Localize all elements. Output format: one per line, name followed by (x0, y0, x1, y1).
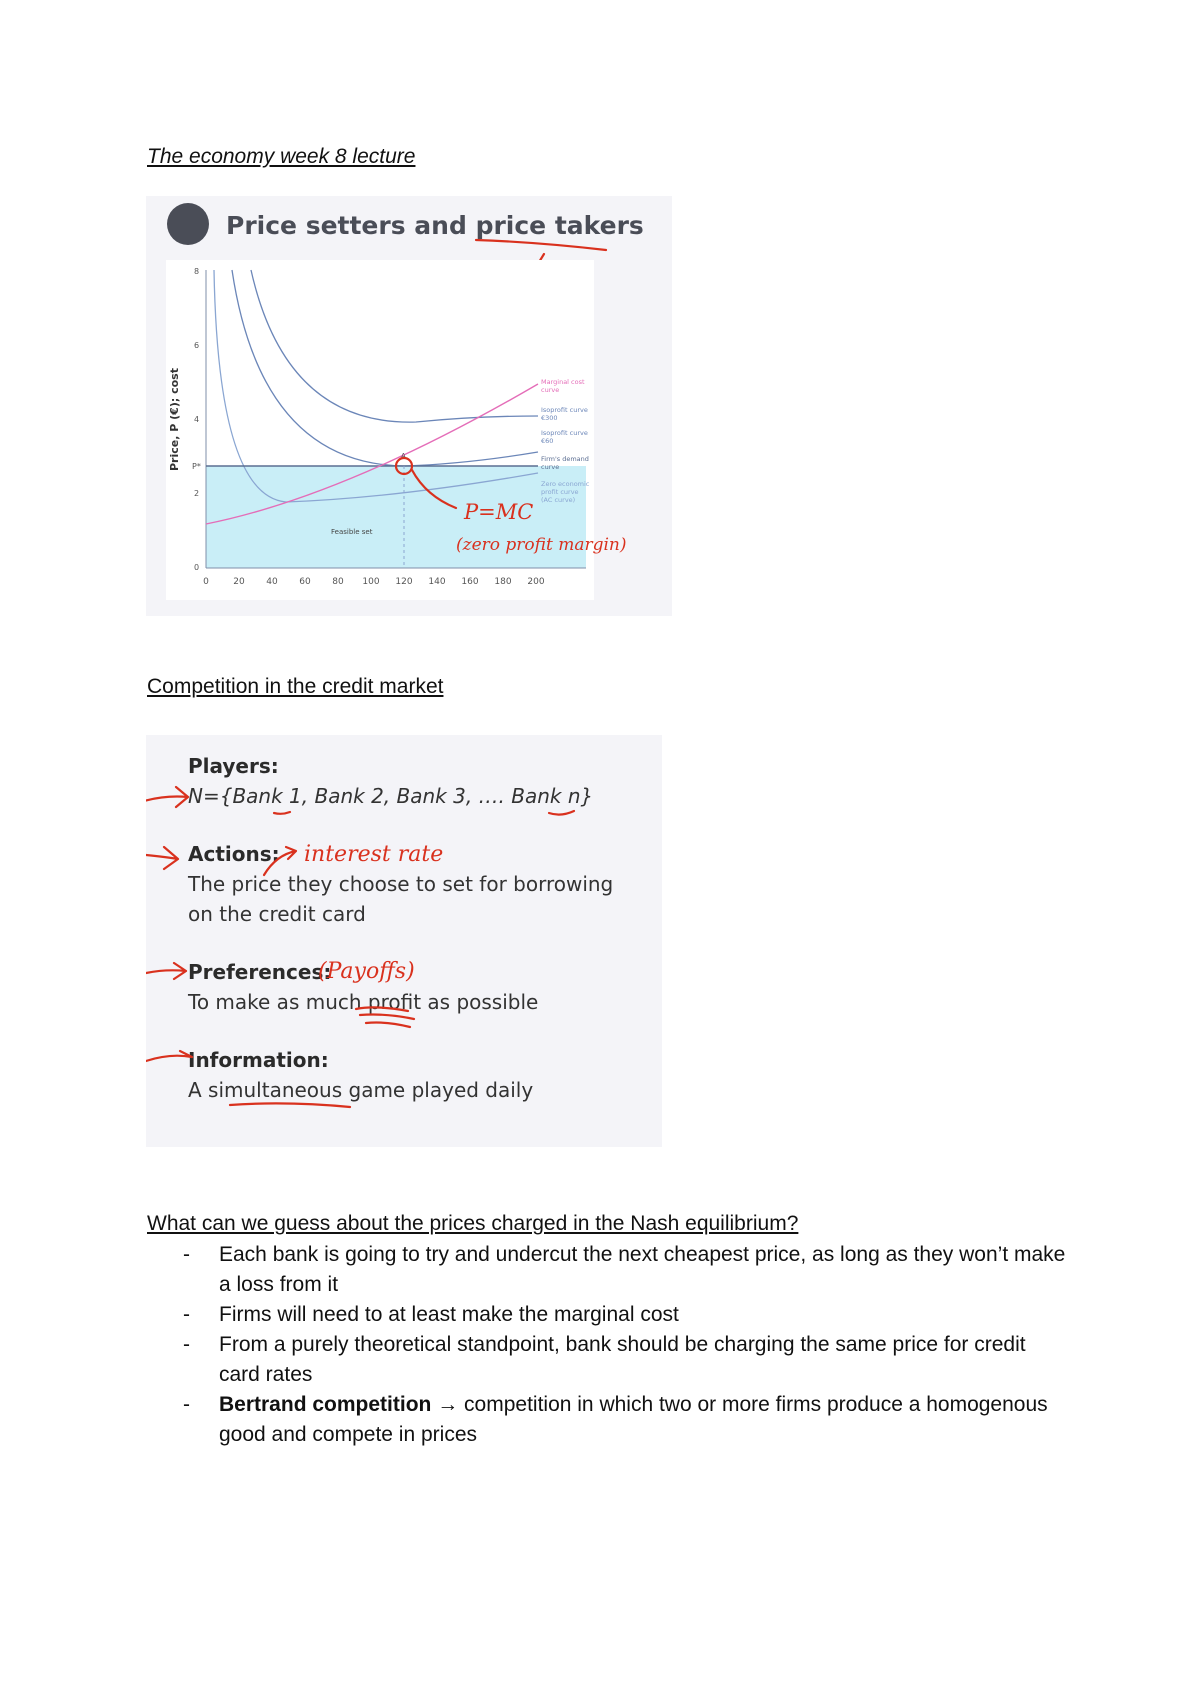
legend-item: Isoprofit curve (541, 406, 588, 414)
legend-item: profit curve (541, 488, 579, 496)
preferences-annotation: (Payoffs) (318, 959, 415, 984)
legend-item: curve (541, 386, 560, 394)
actions-text-2: on the credit card (188, 902, 366, 926)
legend-item: Zero economic (541, 480, 590, 488)
slide1-title: Price setters and price takers (226, 211, 644, 240)
actions-text-1: The price they choose to set for borrowing (188, 872, 614, 896)
feasible-set-label: Feasible set (331, 528, 373, 536)
bullet-text: Firms will need to at least make the marginal cost (219, 1303, 679, 1326)
x-tick: 180 (494, 577, 512, 587)
x-tick: 80 (332, 577, 344, 587)
arrow-right-icon: → (437, 1393, 459, 1416)
players-text: N={Bank 1, Bank 2, Bank 3, …. Bank n} (188, 784, 594, 808)
actions-arrow-ink (146, 847, 178, 869)
price-setters-chart (146, 196, 672, 616)
actions-annotation: interest rate (304, 842, 444, 867)
y-tick: 2 (194, 489, 200, 498)
bullet-text: From a purely theoretical standpoint, bank should be charging the same price for credit card rates (219, 1333, 1026, 1386)
annotation-pmc: P=MC (464, 500, 534, 524)
bankn-underline-ink (549, 811, 574, 815)
x-tick: 160 (461, 577, 479, 587)
information-arrow-ink (146, 1051, 192, 1061)
x-tick: 0 (203, 577, 209, 587)
legend-item: €60 (541, 437, 554, 445)
notes-list (147, 1240, 1067, 1450)
legend-item: Firm's demand (541, 455, 589, 463)
list-item: - From a purely theoretical standpoint, bank should be charging the same price for credit card rates (183, 1333, 1026, 1386)
preferences-label: Preferences: (188, 960, 332, 984)
x-tick: 20 (233, 577, 245, 587)
legend-item: curve (541, 463, 560, 471)
preferences-arrow-ink (146, 963, 186, 979)
x-tick: 120 (395, 577, 413, 587)
y-tick: 6 (194, 341, 200, 350)
x-tick: 60 (299, 577, 311, 587)
legend-item: (AC curve) (541, 496, 576, 504)
information-text: A simultaneous game played daily (188, 1078, 534, 1102)
legend-item: €300 (541, 414, 558, 422)
x-tick: 140 (428, 577, 446, 587)
list-item: - Bertrand competition → competition in which two or more firms produce a homogenous good and compete in prices (183, 1393, 1048, 1446)
price-setters-slide (146, 196, 672, 616)
title-underline-ink (476, 240, 606, 250)
list-item: - Each bank is going to try and undercut the next cheapest price, as long as they won’t make a loss from it (183, 1243, 1066, 1296)
slide2-ink-annotations (146, 735, 662, 1147)
annotation-zero-profit: (zero profit margin) (456, 535, 627, 555)
y-tick: 4 (194, 415, 200, 424)
bank1-underline-ink (274, 812, 290, 814)
x-tick: 100 (362, 577, 380, 587)
simultaneous-underline-ink (230, 1103, 350, 1107)
credit-market-heading: Competition in the credit market (147, 675, 444, 698)
y-tick: 0 (194, 563, 200, 572)
y-axis-label: Price, P (€); cost (168, 368, 181, 471)
y-tick: 8 (194, 267, 200, 276)
credit-market-slide (146, 735, 662, 1147)
players-label: Players: (188, 754, 279, 778)
preferences-text: To make as much profit as possible (188, 990, 539, 1014)
players-arrow-ink (146, 787, 188, 807)
y-tick: P* (192, 462, 201, 471)
interest-rate-arrow-ink (264, 847, 296, 875)
legend-item: Marginal cost (541, 378, 585, 386)
legend-item: Isoprofit curve (541, 429, 588, 437)
bullet-text: Each bank is going to try and undercut the next cheapest price, as long as they won’t make a loss from it (219, 1243, 1066, 1296)
list-item: - Firms will need to at least make the marginal cost (183, 1303, 679, 1326)
bullet-text: competition in which two or more firms produce a homogenous good and compete in prices (219, 1393, 1048, 1446)
bullet-dot-icon (167, 203, 209, 245)
profit-scribble-ink (356, 1007, 414, 1027)
point-a-label: A (401, 452, 406, 460)
x-tick: 40 (266, 577, 278, 587)
page-title: The economy week 8 lecture (147, 145, 416, 168)
nash-equilibrium-heading: What can we guess about the prices charged in the Nash equilibrium? (147, 1212, 799, 1235)
information-label: Information: (188, 1048, 329, 1072)
bertrand-term: Bertrand competition (219, 1393, 432, 1416)
x-tick: 200 (527, 577, 545, 587)
actions-label: Actions: (188, 842, 280, 866)
